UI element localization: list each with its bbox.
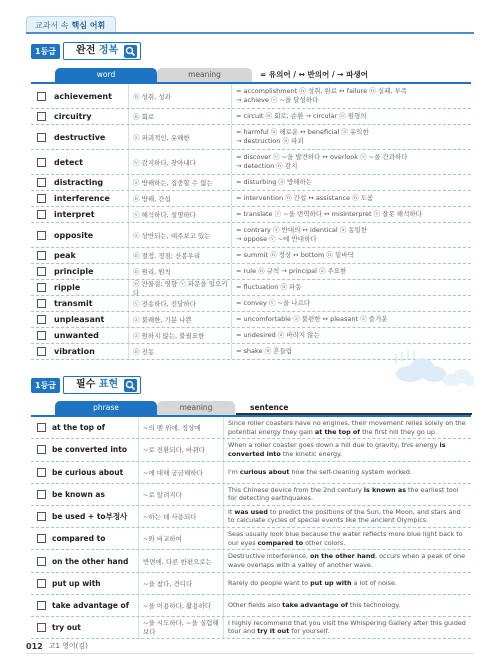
example-sentence <box>223 573 471 594</box>
vocab-meaning: ⓐ 상반되는, 대주보고 있는 <box>128 223 231 247</box>
table-row <box>31 550 471 572</box>
relation-line: = harmful ⓐ 해로운 ↔ beneficial ⓐ 유익한 <box>236 127 369 136</box>
row-checkbox[interactable] <box>37 468 46 477</box>
book-title: 고1 영어(김) <box>48 642 88 650</box>
page-footer <box>26 641 88 651</box>
table-row <box>31 573 471 595</box>
sentence-post: how the self-cleaning system worked. <box>289 467 412 476</box>
phrase-tabs <box>31 401 471 415</box>
vocab-meaning: ⓝ 방해, 간섭 <box>128 191 231 206</box>
phrase-text: at the top of <box>52 423 106 433</box>
table-row <box>31 506 471 528</box>
vocab-relations <box>231 150 471 174</box>
row-checkbox[interactable] <box>37 178 46 187</box>
search-icon <box>124 379 137 392</box>
level-badge: 1등급 <box>31 378 60 393</box>
sentence-pre: I'm <box>228 467 240 476</box>
phrase-text: be known as <box>52 489 105 499</box>
row-checkbox[interactable] <box>37 534 46 543</box>
table-row <box>31 207 471 223</box>
level-badge: 1등급 <box>31 44 60 59</box>
title-blue: 정복 <box>98 45 119 56</box>
sentence-pre: It <box>228 507 235 516</box>
table-row <box>31 191 471 207</box>
vocab-word: peak <box>54 251 76 260</box>
sentence-post: , occurs when a peak of one wave overlaps with a valley of another wave. <box>228 552 465 570</box>
tab-word: word <box>55 68 157 82</box>
header-rule <box>26 32 474 34</box>
table-row <box>31 484 471 506</box>
footer-rule <box>26 653 474 654</box>
table-row <box>31 417 471 439</box>
vocab-word: circuitry <box>54 112 92 121</box>
example-sentence <box>223 439 471 460</box>
relation-line: = convey ⓥ ~을 나르다 <box>236 298 311 307</box>
relation-line: = intervention ⓝ 간섭 ↔ assistance ⓝ 도움 <box>236 193 374 202</box>
example-sentence <box>223 506 471 527</box>
sentence-highlight: take advantage of <box>282 600 348 609</box>
vocab-relations <box>231 328 471 343</box>
sentence-highlight: compared to <box>257 538 304 547</box>
row-checkbox[interactable] <box>37 579 46 588</box>
relation-line: = uncomfortable ⓐ 불편한 ↔ pleasant ⓐ 즐거운 <box>236 314 388 323</box>
table-row <box>31 248 471 264</box>
phrase-meaning: ~을 시도하다, ~을 실험해 보다 <box>138 617 223 638</box>
phrase-meaning: ~로 전환되다, 바뀌다 <box>138 439 223 460</box>
vocab-word: destructive <box>54 132 106 142</box>
relation-line: → achieve ⓥ ~을 달성하다 <box>236 96 319 104</box>
vocab-word: vibration <box>54 347 95 356</box>
table-row <box>31 462 471 484</box>
phrase-text: try out <box>52 622 81 632</box>
phrase-text: on the other hand <box>52 556 129 566</box>
sentence-post: the first hill they go up. <box>360 427 437 436</box>
example-sentence <box>223 417 471 438</box>
vocab-relations <box>231 312 471 327</box>
phrase-text: put up with <box>52 578 101 588</box>
phrase-text: be used + to부정사 <box>52 511 128 521</box>
relation-legend: = 유의어 / ↔ 반의어 / → 파생어 <box>260 70 368 79</box>
vocab-relations <box>231 84 471 108</box>
vocab-word: ripple <box>54 283 81 292</box>
vocab-relations <box>231 264 471 279</box>
table-row <box>31 125 471 150</box>
sentence-post: this technology. <box>347 600 401 609</box>
page-header <box>26 16 474 34</box>
vocab-meaning: ⓥ 해석하다, 설명하다 <box>128 207 231 222</box>
example-sentence <box>223 528 471 549</box>
vocab-relations <box>231 125 471 149</box>
vocab-meaning: ⓐ 불쾌한, 기분 나쁜 <box>128 312 231 327</box>
vocab-meaning: ⓝ 절정, 정점; 산봉우리 <box>128 248 231 263</box>
vocab-word: distracting <box>54 178 104 187</box>
header-tab-prefix: 교과서 속 <box>35 21 69 30</box>
vocab-word: detect <box>54 157 83 167</box>
sentence-highlight: put up with <box>310 578 352 587</box>
relation-line: → destruction ⓝ 파괴 <box>236 137 304 145</box>
phrase-text: compared to <box>52 534 106 544</box>
relation-line: = disturbing ⓐ 방해하는 <box>236 177 313 186</box>
sentence-pre: Destructive interference, <box>228 552 310 561</box>
section-title-box <box>63 376 141 394</box>
vocab-meaning: ⓐ 방해하는, 집중할 수 없는 <box>128 175 231 190</box>
relation-line: = accomplishment ⓝ 성취, 완료 ↔ failure ⓝ 실패, 부족 <box>236 86 408 95</box>
row-checkbox[interactable] <box>37 231 46 240</box>
row-checkbox[interactable] <box>37 299 46 308</box>
table-row <box>31 312 471 328</box>
relation-line: = circuit ⓝ 회로; 순환 → circular ⓐ 원형의 <box>236 111 367 120</box>
tab-sentence: sentence <box>236 401 472 415</box>
phrase-table <box>31 401 471 639</box>
sentence-highlight: on the other hand <box>309 552 375 561</box>
sentence-highlight: was used <box>234 507 268 516</box>
table-row <box>31 280 471 296</box>
table-row <box>31 84 471 109</box>
relation-line: = discover ⓥ ~을 발견하다 ↔ overlook ⓥ ~을 간과하다 <box>236 152 408 161</box>
phrase-section-title <box>31 376 141 394</box>
row-checkbox[interactable] <box>37 194 46 203</box>
row-checkbox[interactable] <box>37 347 46 356</box>
table-row <box>31 109 471 125</box>
tab-phrase: phrase <box>55 401 157 415</box>
sentence-highlight: is converted into <box>228 441 446 458</box>
vocab-relations <box>231 223 471 247</box>
relation-line: → oppose ⓥ ~에 반대하다 <box>236 235 317 243</box>
relation-line: = undesired ⓐ 바라지 않는 <box>236 330 320 339</box>
row-checkbox[interactable] <box>37 267 46 276</box>
sentence-pre: Rarely do people want to <box>228 578 311 587</box>
vocab-word: transmit <box>54 299 93 308</box>
sentence-highlight: at the top of <box>314 427 361 436</box>
sentence-pre: This Chinese device from the 2nd century <box>228 485 364 494</box>
row-checkbox[interactable] <box>37 133 46 142</box>
vocab-word: unpleasant <box>54 315 105 324</box>
vocab-relations <box>231 280 471 295</box>
relation-line: = rule ⓝ 규칙 → principal ⓐ 주요한 <box>236 266 347 275</box>
phrase-meaning: ~을 참다, 견디다 <box>138 573 223 594</box>
vocab-relations <box>231 296 471 311</box>
vocab-relations <box>231 175 471 190</box>
phrase-meaning: ~의 맨 위에, 정상에 <box>138 417 223 438</box>
vocab-word: achievement <box>54 91 112 101</box>
vocab-meaning: ⓝ 성취, 성과 <box>128 84 231 108</box>
row-checkbox[interactable] <box>37 601 46 610</box>
title-dark: 완전 <box>76 45 96 56</box>
row-checkbox[interactable] <box>37 490 46 499</box>
phrase-text: be curious about <box>52 467 124 477</box>
sentence-pre: Other fields also <box>228 600 283 609</box>
example-sentence <box>223 550 471 571</box>
row-checkbox[interactable] <box>37 251 46 260</box>
example-sentence <box>223 484 471 505</box>
example-sentence <box>223 595 471 616</box>
row-checkbox[interactable] <box>37 158 46 167</box>
sentence-post: the kinetic energy. <box>280 449 342 458</box>
vocab-relations <box>231 191 471 206</box>
example-sentence <box>223 617 471 638</box>
phrase-meaning: 반면에, 다른 한편으로는 <box>138 550 223 571</box>
sentence-pre: I highly recommend that you visit the Whispering Gallery after this guided tour and <box>228 618 466 636</box>
relation-line: = contrary ⓐ 반대의 ↔ identical ⓐ 동일한 <box>236 225 368 234</box>
table-row <box>31 264 471 280</box>
phrase-meaning: ~을 이용하다, 활용하다 <box>138 595 223 616</box>
vocab-table <box>31 68 471 360</box>
table-row <box>31 328 471 344</box>
vocab-relations <box>231 248 471 263</box>
sentence-post: other colors. <box>303 538 346 547</box>
title-blue: 표현 <box>98 379 119 390</box>
table-row <box>31 296 471 312</box>
page-number: 012 <box>26 641 43 651</box>
relation-line: = summit ⓝ 정상 ↔ bottom ⓝ 밑바닥 <box>236 250 354 259</box>
tab-meaning: meaning <box>157 401 235 415</box>
vocab-word: opposite <box>54 230 94 240</box>
section-title-box <box>63 42 141 60</box>
relation-line: = shake ⓝ 흔들림 <box>236 346 293 355</box>
phrase-meaning: ~와 비교하여 <box>138 528 223 549</box>
row-checkbox[interactable] <box>37 512 46 521</box>
row-checkbox[interactable] <box>37 92 46 101</box>
row-checkbox[interactable] <box>37 210 46 219</box>
sentence-post: for yourself. <box>289 627 330 636</box>
sentence-post: the earliest tool for detecting earthquakes. <box>228 485 459 503</box>
vocab-meaning: ⓝ 잔물결; 영향 ⓥ 파문을 일으키다 <box>128 280 231 295</box>
table-row <box>31 595 471 617</box>
sentence-highlight: curious about <box>239 467 290 476</box>
phrase-text: take advantage of <box>52 600 129 610</box>
phrase-meaning: ~로 알려지다 <box>138 484 223 505</box>
vocab-word: principle <box>54 267 94 276</box>
sentence-pre: When a roller coaster goes down a hill due to gravity, this energy <box>228 441 440 450</box>
row-checkbox[interactable] <box>37 623 46 632</box>
table-row <box>31 617 471 639</box>
vocab-tabs <box>31 68 471 82</box>
sentence-highlight: try it out <box>257 627 290 636</box>
vocab-meaning: ⓥ 전송하다, 전달하다 <box>128 296 231 311</box>
row-checkbox[interactable] <box>37 315 46 324</box>
vocab-relations <box>231 207 471 222</box>
vocab-meaning: ⓝ 원리, 원칙 <box>128 264 231 279</box>
row-checkbox[interactable] <box>37 423 46 432</box>
relation-line: = fluctuation ⓝ 파동 <box>236 282 302 291</box>
sentence-post: a lot of noise. <box>351 578 397 587</box>
vocab-section-title <box>31 42 141 60</box>
table-row <box>31 175 471 191</box>
table-row <box>31 528 471 550</box>
vocab-meaning: ⓝ 회로 <box>128 109 231 124</box>
row-checkbox[interactable] <box>37 112 46 121</box>
row-checkbox[interactable] <box>37 557 46 566</box>
cloud-decoration <box>392 348 474 392</box>
table-row <box>31 223 471 248</box>
vocab-relations <box>231 109 471 124</box>
phrase-meaning: ~하는 데 사용되다 <box>138 506 223 527</box>
vocab-word: interference <box>54 194 110 203</box>
sentence-pre: Since roller coasters have no engines, their movement relies solely on the potential energy they gain <box>228 419 466 436</box>
vocab-rows <box>31 82 471 360</box>
row-checkbox[interactable] <box>37 445 46 454</box>
phrase-text: be converted into <box>52 445 127 455</box>
sentence-post: to predict the positions of the Sun, the Moon, and stars and to calculate cycles of special events like the ancient Olympics. <box>228 507 461 525</box>
search-icon <box>124 45 137 58</box>
vocab-word: interpret <box>54 210 95 219</box>
sentence-pre: Seas usually look blue because the water reflects more blue light back to our eyes <box>228 530 463 547</box>
phrase-meaning: ~에 대해 궁금해하다 <box>138 462 223 483</box>
vocab-meaning: ⓥ 감지하다, 찾아내다 <box>128 150 231 174</box>
vocab-meaning: ⓝ 진동 <box>128 344 231 359</box>
title-dark: 필수 <box>76 379 96 390</box>
tab-meaning: meaning <box>157 68 252 82</box>
relation-line: = translate ⓥ ~을 번역하다 ↔ misinterpret ⓥ 잘못 해석하다 <box>236 209 422 218</box>
example-sentence <box>223 462 471 483</box>
vocab-word: unwanted <box>54 331 99 340</box>
relation-line: → detection ⓝ 감지 <box>236 162 298 170</box>
table-row <box>31 439 471 461</box>
vocab-meaning: ⓐ 원하지 않는, 불필요한 <box>128 328 231 343</box>
sentence-highlight: is known as <box>363 485 407 494</box>
table-row <box>31 150 471 175</box>
row-checkbox[interactable] <box>37 331 46 340</box>
row-checkbox[interactable] <box>37 283 46 292</box>
phrase-rows <box>31 415 471 639</box>
vocab-meaning: ⓐ 파괴적인, 유해한 <box>128 125 231 149</box>
header-tab-title: 핵심 어휘 <box>71 21 106 30</box>
